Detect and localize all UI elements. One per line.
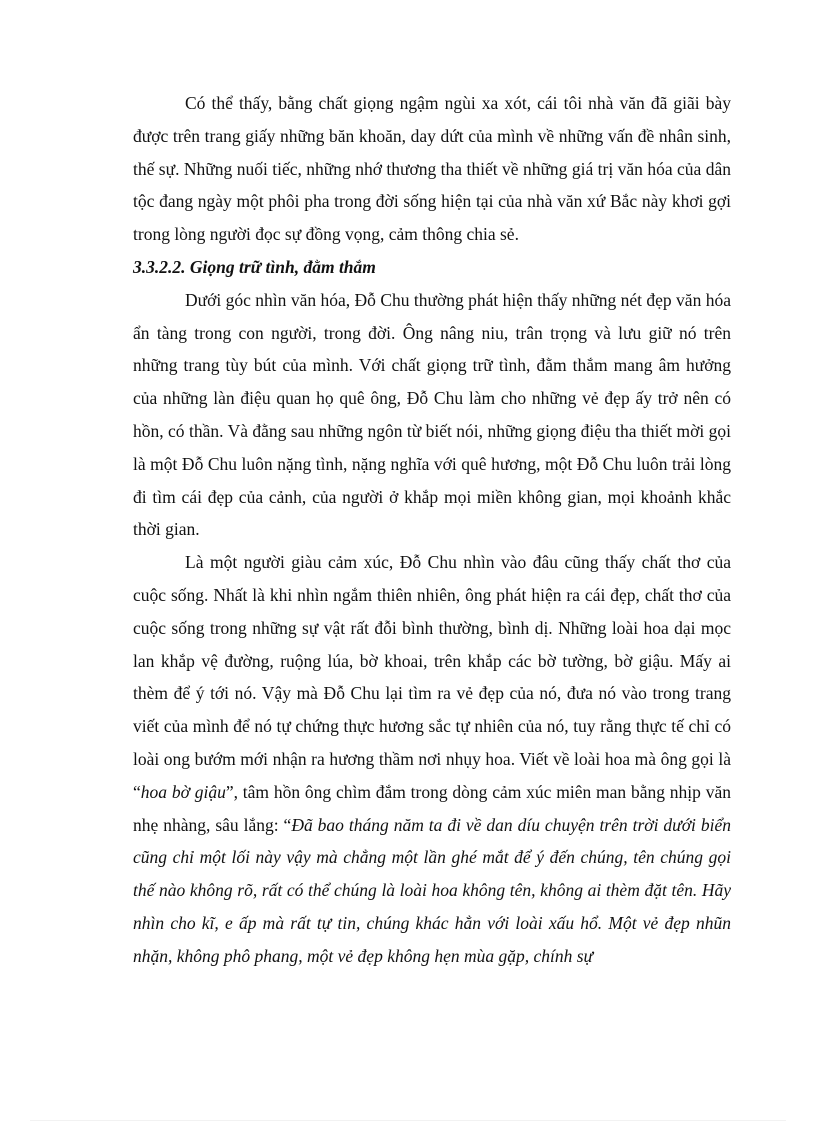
document-body <box>133 87 731 973</box>
paragraph-2: Dưới góc nhìn văn hóa, Đỗ Chu thường phát hiện thấy những nét đẹp văn hóa ẩn tàng trong con người, trong đời. Ông nâng niu, trân trọng và lưu giữ nó trên những trang tùy bút của mình. Với chất giọng trữ tình, đằm thắm mang âm hưởng của những làn điệu quan họ quê ông, Đỗ Chu làm cho những vẻ đẹp ấy trở nên có hồn, có thần. Và đằng sau những ngôn từ biết nói, những giọng điệu tha thiết mời gọi là một Đỗ Chu luôn nặng tình, nặng nghĩa với quê hương, một Đỗ Chu luôn trải lòng đi tìm cái đẹp của cảnh, của người ở khắp mọi miền không gian, mọi khoảnh khắc thời gian. <box>133 289 731 540</box>
paragraph-3-text-2: ”, tâm hồn ông chìm đắm trong dòng cảm xúc miên man bằng nhịp văn nhẹ nhàng, sâu lắng: “ <box>133 781 731 835</box>
paragraph-1: Có thể thấy, bằng chất giọng ngậm ngùi xa xót, cái tôi nhà văn đã giãi bày được trên trang giấy những băn khoăn, day dứt của mình về những vấn đề nhân sinh, thế sự. Những nuối tiếc, những nhớ thương tha thiết về những giá trị văn hóa của dân tộc đang ngày một phôi pha trong đời sống hiện tại của nhà văn xứ Bắc này khơi gợi trong lòng người đọc sự đồng vọng, cảm thông chia sẻ. <box>133 93 731 245</box>
paragraph-3 <box>133 546 731 972</box>
page-bottom-edge <box>30 1120 786 1121</box>
paragraph-3-quote: Đã bao tháng năm ta đi về dan díu chuyện trên trời dưới biển cũng chỉ một lối này vậy mà chẳng một lần ghé mắt để ý đến chúng, tên chúng gọi thế nào không rõ, rất có thể chúng là loài hoa không tên, không ai thèm đặt tên. Hãy nhìn cho kĩ, e ấp mà rất tự tin, chúng khác hẳn với loài xấu hổ. Một vẻ đẹp nhũn nhặn, không phô phang, một vẻ đẹp không hẹn mùa gặp, chính sự <box>133 814 731 966</box>
paragraph-3-term: hoa bờ giậu <box>140 781 226 802</box>
paragraph-3-text-1: Là một người giàu cảm xúc, Đỗ Chu nhìn vào đâu cũng thấy chất thơ của cuộc sống. Nhất là khi nhìn ngắm thiên nhiên, ông phát hiện ra cái đẹp, chất thơ của cuộc sống trong những sự vật rất đỗi bình thường, bình dị. Những loài hoa dại mọc lan khắp vệ đường, ruộng lúa, bờ khoai, trên khắp các bờ tường, bờ giậu. Mấy ai thèm để ý tới nó. Vậy mà Đỗ Chu lại tìm ra vẻ đẹp của nó, đưa nó vào trong trang viết của mình để nó tự chứng thực hương sắc tự nhiên của nó, tuy rằng thực tế chỉ có loài ong bướm mới nhận ra hương thầm nơi nhụy hoa. Viết về loài hoa mà ông gọi là “ <box>133 552 731 802</box>
section-heading: 3.3.2.2. Giọng trữ tình, đằm thắm <box>133 256 376 277</box>
